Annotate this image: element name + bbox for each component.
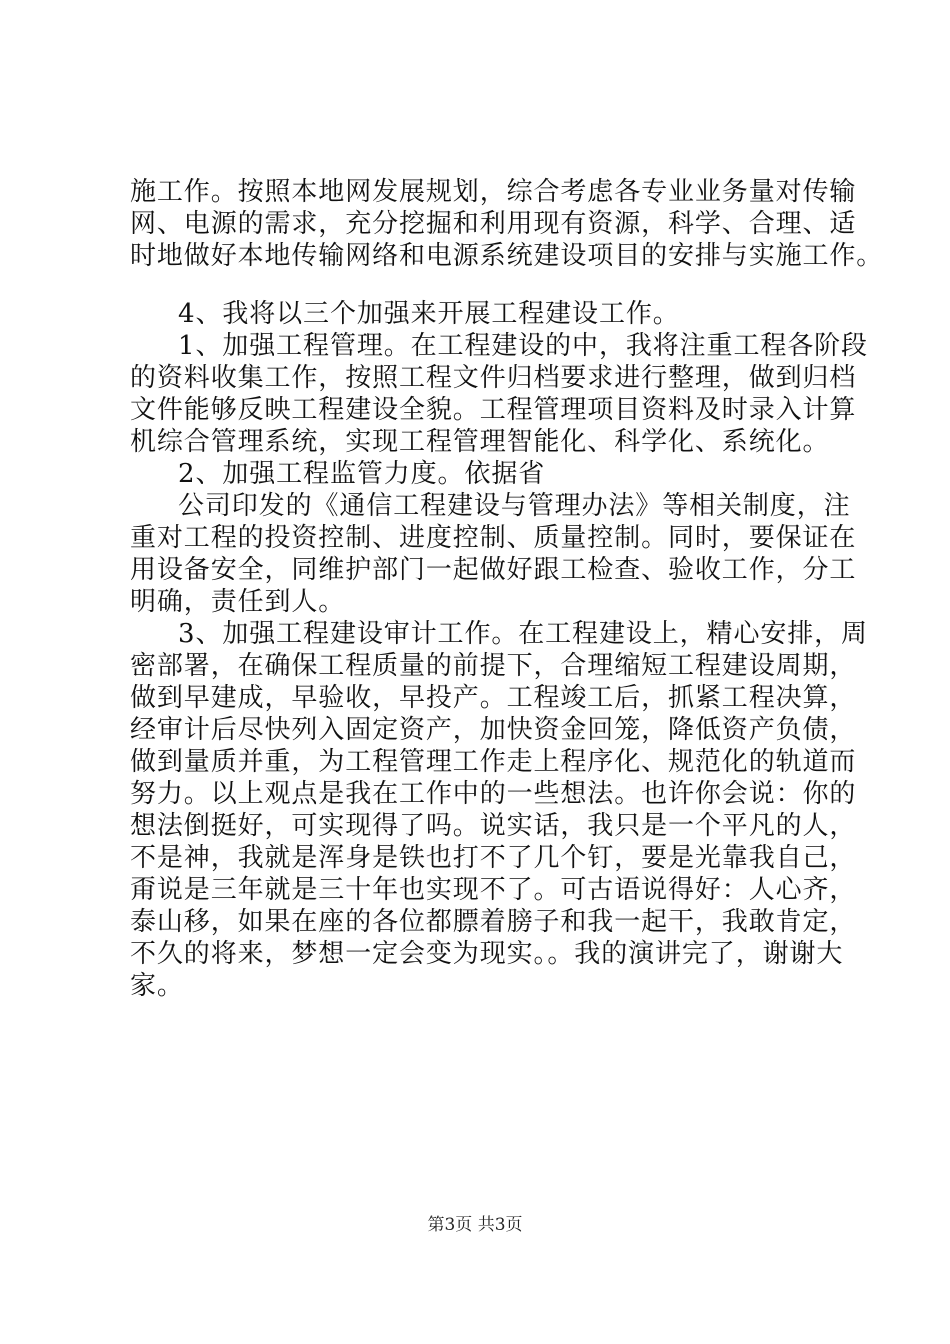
text-line: 不是神，我就是浑身是铁也打不了几个钉，要是光靠我自己，: [130, 843, 857, 873]
page-number-footer: 第3页 共3页: [427, 1215, 523, 1235]
text-line: 时地做好本地传输网络和电源系统建设项目的安排与实施工作。: [130, 241, 884, 271]
text-line: 4、我将以三个加强来开展工程建设工作。: [178, 299, 680, 329]
text-line: 家。: [130, 971, 184, 1001]
text-line: 泰山移，如果在座的各位都膘着膀子和我一起干，我敢肯定，: [130, 907, 857, 937]
text-line: 机综合管理系统，实现工程管理智能化、科学化、系统化。: [130, 427, 830, 457]
text-line: 做到早建成，早验收，早投产。工程竣工后，抓紧工程决算，: [130, 683, 857, 713]
text-line: 施工作。按照本地网发展规划，综合考虑各专业业务量对传输: [130, 177, 857, 207]
text-line: 的资料收集工作，按照工程文件归档要求进行整理，做到归档: [130, 363, 857, 393]
text-line: 用设备安全，同维护部门一起做好跟工检查、验收工作，分工: [130, 555, 857, 585]
text-line: 网、电源的需求，充分挖掘和利用现有资源，科学、合理、适: [130, 209, 857, 239]
text-line: 不久的将来，梦想一定会变为现实。。我的演讲完了，谢谢大: [130, 939, 844, 969]
text-line: 密部署，在确保工程质量的前提下，合理缩短工程建设周期，: [130, 651, 857, 681]
text-line: 2、加强工程监管力度。依据省: [178, 459, 546, 489]
text-line: 经审计后尽快列入固定资产，加快资金回笼，降低资产负债，: [130, 715, 857, 745]
text-line: 努力。以上观点是我在工作中的一些想法。也许你会说：你的: [130, 779, 857, 809]
text-line: 明确，责任到人。: [130, 587, 346, 617]
text-line: 文件能够反映工程建设全貌。工程管理项目资料及时录入计算: [130, 395, 857, 425]
text-line: 1、加强工程管理。在工程建设的中，我将注重工程各阶段: [178, 331, 868, 361]
text-line: 甭说是三年就是三十年也实现不了。可古语说得好：人心齐，: [130, 875, 857, 905]
text-line: 公司印发的《通信工程建设与管理办法》等相关制度，注: [178, 491, 851, 521]
text-line: 想法倒挺好，可实现得了吗。说实话，我只是一个平凡的人，: [130, 811, 857, 841]
text-line: 重对工程的投资控制、进度控制、质量控制。同时，要保证在: [130, 523, 857, 553]
text-line: 3、加强工程建设审计工作。在工程建设上，精心安排，周: [178, 619, 868, 649]
text-line: 做到量质并重，为工程管理工作走上程序化、规范化的轨道而: [130, 747, 857, 777]
